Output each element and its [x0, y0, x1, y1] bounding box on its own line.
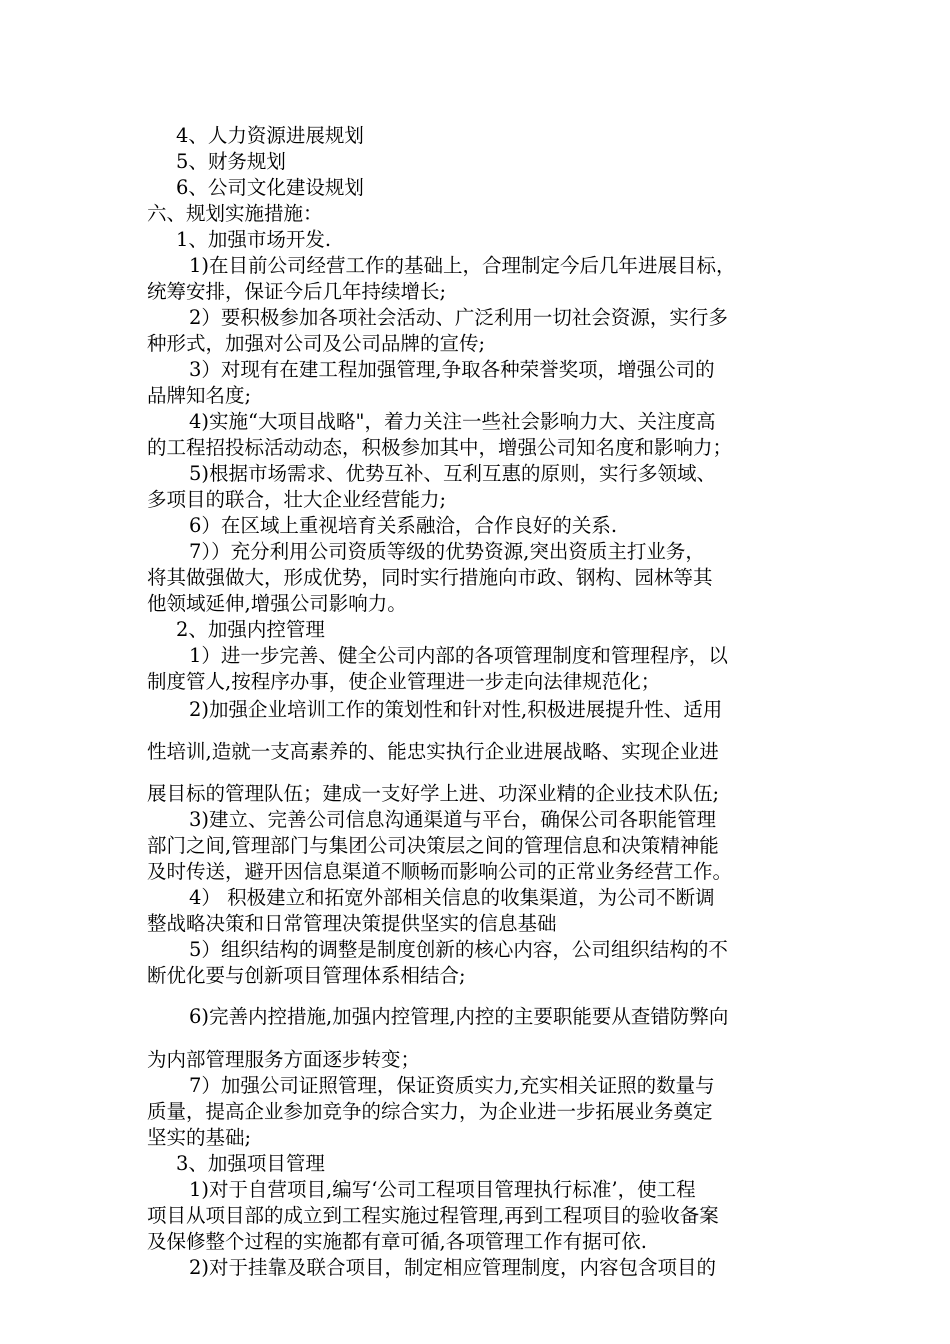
text-line: 多项目的联合，壮大企业经营能力; — [147, 488, 447, 511]
text-line: 为内部管理服务方面逐步转变； — [147, 1048, 421, 1071]
text-line: 1)对于自营项目,编写‘公司工程项目管理执行标准’，使工程 — [189, 1178, 696, 1201]
text-line: 3)建立、完善公司信息沟通渠道与平台，确保公司各职能管理 — [189, 808, 717, 831]
text-line: 1)在目前公司经营工作的基础上，合理制定今后几年进展目标， — [189, 254, 736, 277]
text-line: 2)加强企业培训工作的策划性和针对性,积极进展提升性、适用 — [189, 698, 723, 721]
text-line: 4)实施“大项目战略"，着力关注一些社会影响力大、关注度高 — [189, 410, 716, 433]
text-line: 部门之间,管理部门与集团公司决策层之间的管理信息和决策精神能 — [147, 834, 719, 857]
subsection-heading: 3、加强项目管理 — [176, 1152, 325, 1175]
text-line: 制度管人,按程序办事，使企业管理进一步走向法律规范化； — [147, 670, 661, 693]
text-line: 3）对现有在建工程加强管理,争取各种荣誉奖项，增强公司的 — [189, 358, 715, 381]
text-line: 4、人力资源进展规划 — [176, 124, 364, 147]
section-heading: 六、规划实施措施： — [147, 202, 323, 225]
text-line: 2）要积极参加各项社会活动、广泛利用一切社会资源，实行多 — [189, 306, 728, 329]
text-line: 5、财务规划 — [176, 150, 286, 173]
text-line: 他领域延伸,增强公司影响力。 — [147, 592, 407, 615]
text-line: 1）进一步完善、健全公司内部的各项管理制度和管理程序，以 — [189, 644, 728, 667]
text-line: 6)完善内控措施,加强内控管理,内控的主要职能要从查错防弊向 — [189, 1005, 729, 1028]
text-line: 整战略决策和日常管理决策提供坚实的信息基础 — [147, 912, 557, 935]
text-line: 品牌知名度; — [147, 384, 252, 407]
text-line: 2)对于挂靠及联合项目，制定相应管理制度，内容包含项目的 — [189, 1256, 717, 1279]
text-line: 7）加强公司证照管理，保证资质实力,充实相关证照的数量与 — [189, 1074, 715, 1097]
text-line: 及保修整个过程的实施都有章可循,各项管理工作有据可依. — [147, 1230, 647, 1253]
text-line: 项目从项目部的成立到工程实施过程管理,再到工程项目的验收备案 — [147, 1204, 719, 1227]
text-line: 5）组织结构的调整是制度创新的核心内容，公司组织结构的不 — [189, 938, 728, 961]
text-line: 断优化要与创新项目管理体系相结合; — [147, 964, 466, 987]
text-line: 的工程招投标活动动态，积极参加其中，增强公司知名度和影响力； — [147, 436, 733, 459]
subsection-heading: 2、加强内控管理 — [176, 618, 325, 641]
text-line: 质量，提高企业参加竞争的综合实力，为企业进一步拓展业务奠定 — [147, 1100, 713, 1123]
text-line: 7））充分利用公司资质等级的优势资源,突出资质主打业务， — [189, 540, 705, 563]
text-line: 6、公司文化建设规划 — [176, 176, 364, 199]
text-line: 6）在区域上重视培育关系融洽，合作良好的关系. — [189, 514, 618, 537]
text-line: 及时传送，避开因信息渠道不顺畅而影响公司的正常业务经营工作。 — [147, 860, 733, 883]
text-line: 5)根据市场需求、优势互补、互利互惠的原则，实行多领域、 — [189, 462, 717, 485]
text-line: 性培训,造就一支高素养的、能忠实执行企业进展战略、实现企业进 — [147, 740, 719, 763]
subsection-heading: 1、加强市场开发. — [176, 228, 332, 251]
text-line: 统筹安排，保证今后几年持续增长; — [147, 280, 447, 303]
text-line: 坚实的基础; — [147, 1126, 252, 1149]
text-line: 将其做强做大，形成优势，同时实行措施向市政、钢构、园林等其 — [147, 566, 713, 589]
text-line: 展目标的管理队伍；建成一支好学上进、功深业精的企业技术队伍; — [147, 782, 720, 805]
text-line: 4） 积极建立和拓宽外部相关信息的收集渠道，为公司不断调 — [189, 886, 715, 909]
text-line: 种形式，加强对公司及公司品牌的宣传; — [147, 332, 486, 355]
